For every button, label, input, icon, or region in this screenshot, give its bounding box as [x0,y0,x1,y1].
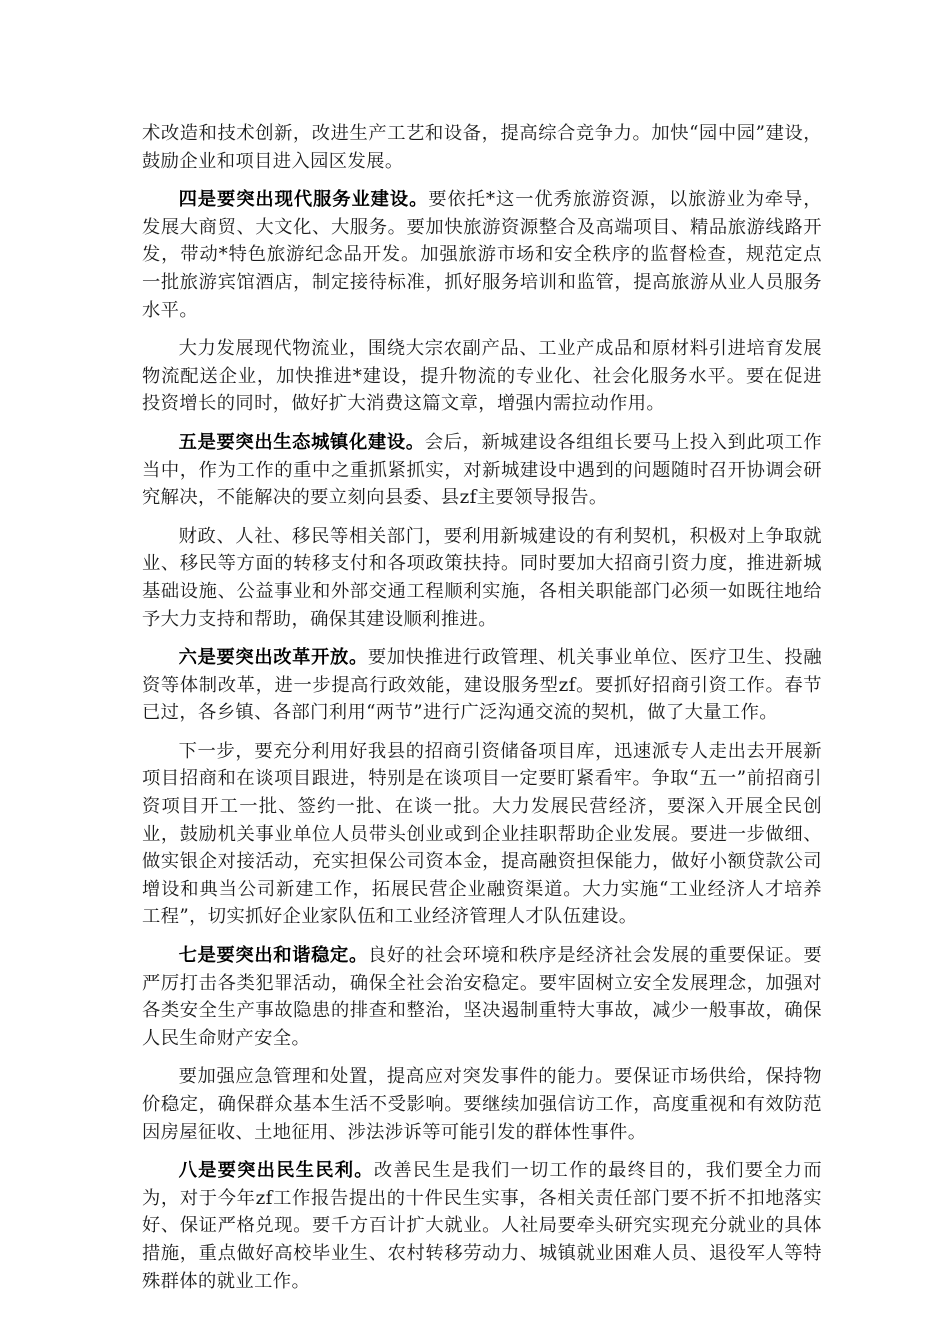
paragraph-text: 会后，新城建设各组组长要马上投入到此项工作当中，作为工作的重中之重抓紧抓实，对新城建设中遇到的问题随时召开协调会研究解决，不能解决的要立刻向县委、县zf主要领导报告。 [142,431,822,509]
paragraph-2 [142,186,822,324]
paragraph-text: 下一步，要充分利用好我县的招商引资储备项目库，迅速派专人走出去开展新项目招商和在谈项目跟进，特别是在谈项目一定要盯紧看牢。争取“五一”前招商引资项目开工一批、签约一批、在谈一批。大力发展民营经济，要深入开展全民创业，鼓励机关事业单位人员带头创业或到企业挂职帮助企业发展。要进一步做细、做实银企对接活动，充实担保公司资本金，提高融资担保能力，做好小额贷款公司增设和典当公司新建工作，拓展民营企业融资渠道。大力实施“工业经济人才培养工程”，切实抓好企业家队伍和工业经济管理人才队伍建设。 [142,740,822,928]
paragraph-lead: 六是要突出改革开放。 [178,647,368,669]
paragraph-1 [142,120,822,175]
paragraph-text: 术改造和技术创新，改进生产工艺和设备，提高综合竞争力。加快“园中园”建设，鼓励企业和项目进入园区发展。 [142,123,822,172]
document-body [142,120,822,1306]
paragraph-text: 良好的社会环境和秩序是经济社会发展的重要保证。要严厉打击各类犯罪活动，确保全社会治安稳定。要牢固树立安全发展理念，加强对各类安全生产事故隐患的排查和整治，坚决遏制重特大事故，减少一般事故，确保人民生命财产安全。 [142,945,822,1049]
paragraph-10 [142,1157,822,1295]
paragraph-8 [142,942,822,1052]
paragraph-3 [142,335,822,418]
paragraph-text: 要加快推进行政管理、机关事业单位、医疗卫生、投融资等体制改革，进一步提高行政效能，建设服务型zf。要抓好招商引资工作。春节已过，各乡镇、各部门利用“两节”进行广泛沟通交流的契机，做了大量工作。 [142,647,822,724]
paragraph-text: 要加强应急管理和处置，提高应对突发事件的能力。要保证市场供给，保持物价稳定，确保群众基本生活不受影响。要继续加强信访工作，高度重视和有效防范因房屋征收、土地征用、涉法涉诉等可能引发的群体性事件。 [142,1066,822,1143]
paragraph-text: 改善民生是我们一切工作的最终目的，我们要全力而为，对于今年zf工作报告提出的十件民生实事，各相关责任部门要不折不扣地落实好、保证严格兑现。要千方百计扩大就业。人社局要牵头研究实现充分就业的具体措施，重点做好高校毕业生、农村转移劳动力、城镇就业困难人员、退役军人等特殊群体的就业工作。 [142,1160,823,1292]
paragraph-text: 财政、人社、移民等相关部门，要利用新城建设的有利契机，积极对上争取就业、移民等方面的转移支付和各项政策扶持。同时要加大招商引资力度，推进新城基础设施、公益事业和外部交通工程顺利实施，各相关职能部门必须一如既往地给予大力支持和帮助，确保其建设顺利推进。 [142,525,822,630]
paragraph-lead: 八是要突出民生民利。 [178,1160,374,1182]
paragraph-7 [142,738,822,931]
paragraph-5 [142,523,822,633]
paragraph-lead: 四是要突出现代服务业建设。 [178,189,429,211]
paragraph-lead: 七是要突出和谐稳定。 [178,945,368,967]
paragraph-lead: 五是要突出生态城镇化建设。 [178,431,425,453]
paragraph-6 [142,644,822,727]
paragraph-9 [142,1063,822,1146]
paragraph-4 [142,429,822,512]
paragraph-text: 要依托*这一优秀旅游资源，以旅游业为牵导，发展大商贸、大文化、大服务。要加快旅游资源整合及高端项目、精品旅游线路开发，带动*特色旅游纪念品开发。加强旅游市场和安全秩序的监督检查，规范定点一批旅游宾馆酒店，制定接待标准，抓好服务培训和监管，提高旅游从业人员服务水平。 [142,189,822,321]
paragraph-text: 大力发展现代物流业，围绕大宗农副产品、工业产成品和原材料引进培育发展物流配送企业，加快推进*建设，提升物流的专业化、社会化服务水平。要在促进投资增长的同时，做好扩大消费这篇文章，增强内需拉动作用。 [142,338,822,415]
